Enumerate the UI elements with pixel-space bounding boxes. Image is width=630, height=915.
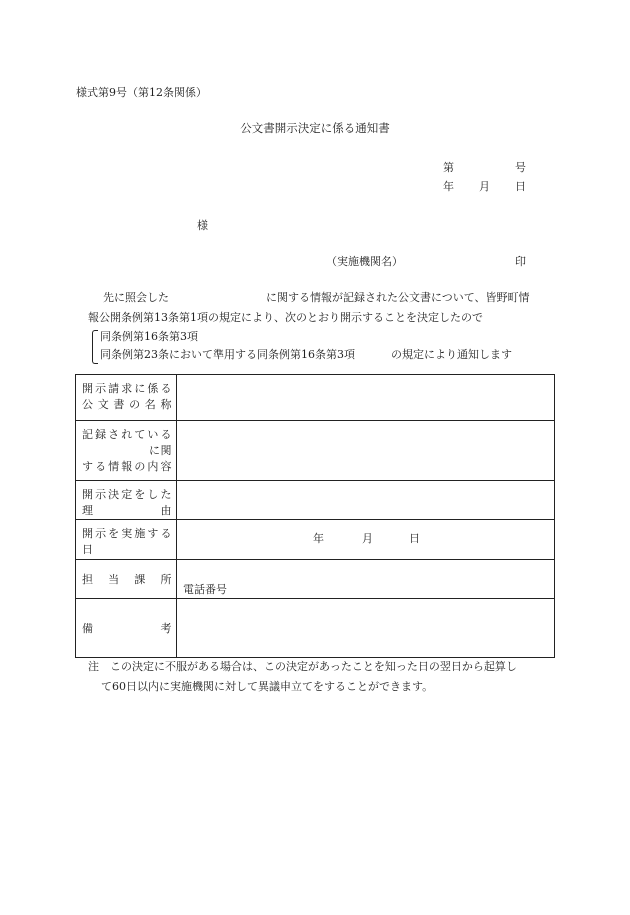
body-line-2: 報公開条例第13条第1項の規定により、次のとおり開示することを決定したので (88, 311, 483, 324)
document-name-field[interactable] (177, 375, 555, 421)
row-label-document-name: 開示請求に係る 公文書の名称 (76, 375, 177, 421)
date-year-label: 年 (443, 180, 454, 193)
table-row (76, 560, 555, 599)
option-2: 同条例第23条において準用する同条例第16条第3項 (100, 348, 355, 361)
reason-field[interactable] (177, 481, 555, 520)
body-line-1a: 先に照会した (103, 291, 169, 304)
row-label-info-content: 記録されている に関 する情報の内容 (76, 421, 177, 481)
addressee-honorific: 様 (197, 219, 208, 232)
table-row (76, 599, 555, 658)
phone-number-label: 電話番号 (183, 583, 227, 596)
department-field[interactable] (177, 560, 555, 599)
row-label-remarks: 備 考 (76, 599, 177, 658)
table-row (76, 421, 555, 481)
seal-mark: 印 (515, 255, 526, 268)
form-number: 様式第9号（第12条関係） (76, 86, 207, 99)
note-line-2: て60日以内に実施機関に対して異議申立てをすることができます。 (101, 680, 434, 693)
row-label-reason: 開示決定をした 理 由 (76, 481, 177, 520)
disclosure-table (75, 374, 555, 658)
table-row (76, 520, 555, 560)
body-line-1b: に関する情報が記録された公文書について、皆野町情 (266, 291, 530, 304)
note-line-1: 注 この決定に不服がある場合は、この決定があったことを知った日の翌日から起算し (88, 660, 517, 673)
option-1: 同条例第16条第3項 (100, 330, 198, 343)
reference-number-suffix: 号 (515, 161, 526, 174)
table-row (76, 481, 555, 520)
info-content-field[interactable] (177, 421, 555, 481)
option-bracket (92, 330, 98, 364)
row-label-disclosure-date: 開示を実施する 日 (76, 520, 177, 560)
remarks-field[interactable] (177, 599, 555, 658)
table-row (76, 375, 555, 421)
disclosure-day-label: 日 (409, 532, 420, 545)
disclosure-date-field[interactable] (177, 520, 555, 560)
row-label-department: 担当課所 (76, 560, 177, 599)
disclosure-month-label: 月 (362, 532, 373, 545)
option-tail: の規定により通知します (391, 348, 512, 361)
agency-name: （実施機関名） (326, 255, 403, 268)
document-title: 公文書開示決定に係る通知書 (240, 121, 390, 135)
reference-number-prefix: 第 (443, 161, 454, 174)
date-day-label: 日 (515, 180, 526, 193)
disclosure-year-label: 年 (313, 532, 324, 545)
date-month-label: 月 (479, 180, 490, 193)
